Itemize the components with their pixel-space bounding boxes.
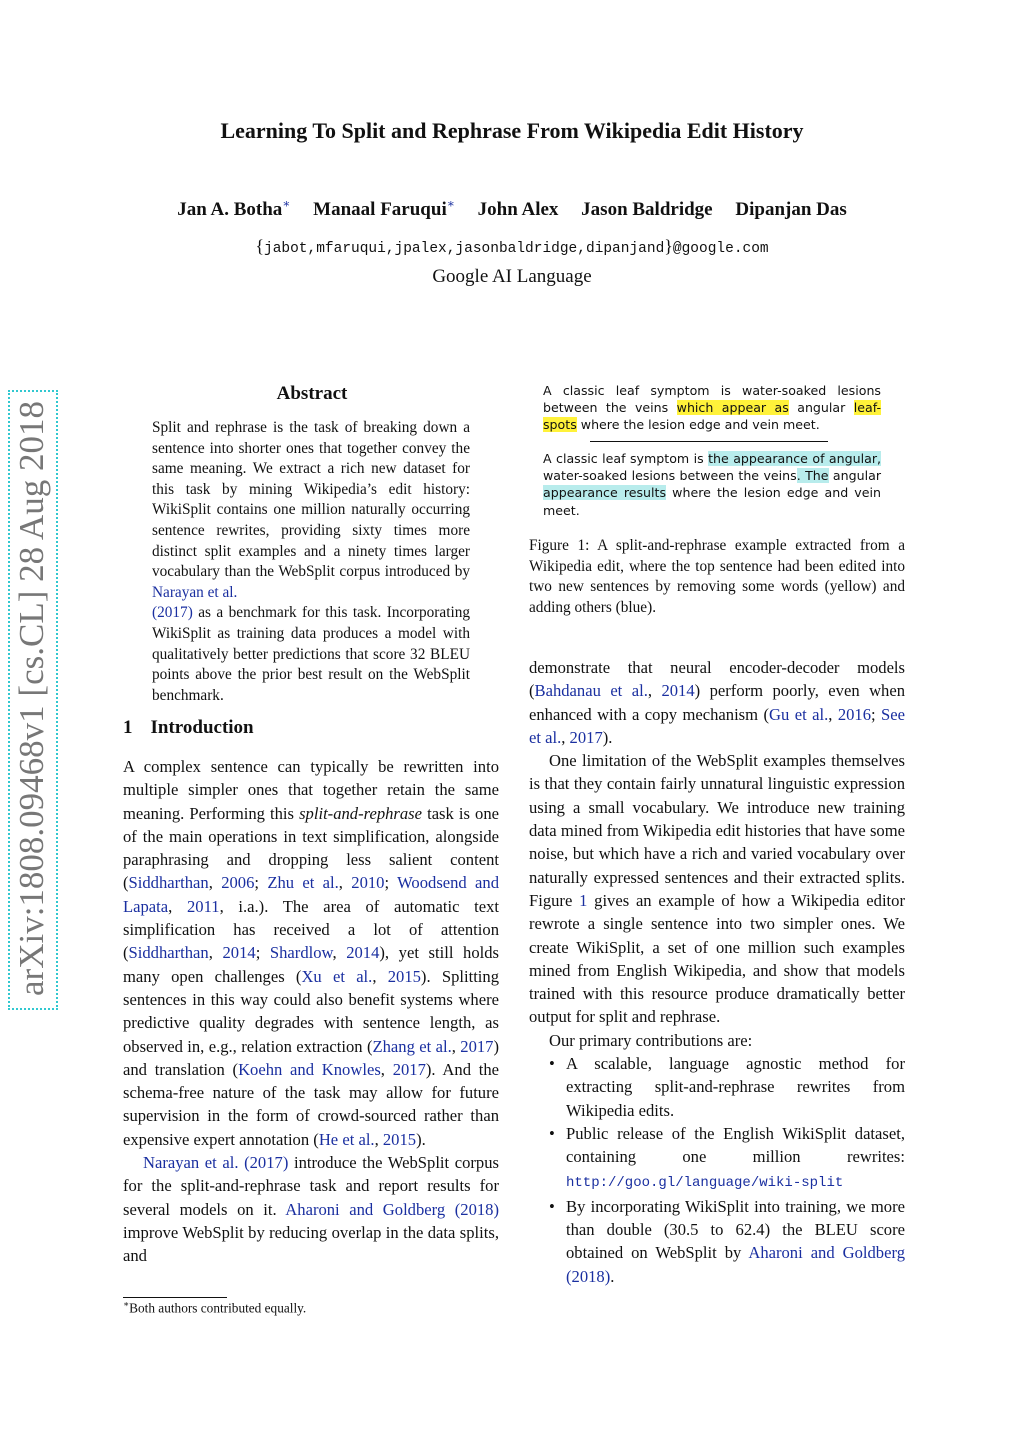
- citation-link[interactable]: Woodsend and Lapata: [123, 873, 500, 916]
- citation-link[interactable]: 2016: [837, 704, 871, 724]
- citation-link[interactable]: Shardlow: [269, 943, 333, 963]
- author-5: Dipanjan Das: [735, 199, 847, 221]
- footnote-rule: [123, 1297, 227, 1298]
- citation-link[interactable]: Xu et al.: [301, 966, 373, 986]
- citation-link[interactable]: 2017: [569, 727, 603, 747]
- citation-link[interactable]: Aharoni and Goldberg: [748, 1243, 905, 1263]
- contributions-intro: Our primary contributions are:: [549, 1030, 753, 1050]
- figure-rewritten-sentence: A classic leaf symptom is the appearance of angular, water-soaked lesions between the veins. The angular appearance results where the lesion edge and vein meet.: [543, 451, 882, 518]
- list-item: • A scalable, language agnostic method for extracting split-and-rephrase rewrites from Wikipedia edits.: [549, 1054, 905, 1120]
- citation-link[interactable]: He et al.: [318, 1129, 375, 1149]
- bullet-icon: •: [549, 1054, 555, 1074]
- equal-contribution-mark[interactable]: ∗: [446, 197, 455, 211]
- abstract-heading: Abstract: [276, 383, 348, 404]
- citation-link[interactable]: Narayan et al.: [152, 583, 238, 601]
- added-words-highlight: . The: [796, 468, 829, 484]
- added-words-highlight: appearance results: [543, 485, 667, 501]
- citation-link[interactable]: (2017): [152, 604, 193, 622]
- intro-paragraph-2: Narayan et al. (2017) introduce the WebSplit corpus for the split-and-rephrase task and report results for several models on it. Aharoni and Goldberg (2018) improve WebSplit by reducing overlap in the data splits, and: [123, 1153, 500, 1266]
- citation-link[interactable]: 2006: [221, 873, 255, 893]
- equal-contribution-mark[interactable]: ∗: [282, 197, 291, 211]
- citation-link[interactable]: 2014: [222, 943, 256, 963]
- section-heading-introduction: 1 Introduction: [123, 717, 254, 738]
- citation-link[interactable]: See et al.: [529, 704, 906, 747]
- author-1: Jan A. Botha∗: [177, 197, 291, 221]
- citation-link[interactable]: Narayan et al.: [143, 1153, 239, 1173]
- citation-link[interactable]: Bahdanau et al.: [534, 681, 648, 701]
- citation-link[interactable]: Zhu et al.: [267, 873, 339, 893]
- figure-divider: [590, 441, 828, 442]
- citation-link[interactable]: Koehn and Knowles: [238, 1059, 381, 1079]
- citation-link[interactable]: 2014: [346, 943, 380, 963]
- author-list: [0, 197, 1024, 221]
- dataset-url-link[interactable]: http://goo.gl/language/wiki-split: [566, 1174, 844, 1191]
- right-column-body: [529, 656, 905, 1288]
- citation-link[interactable]: 2011: [186, 896, 220, 916]
- citation-link[interactable]: Siddharthan: [128, 873, 209, 893]
- author-4: Jason Baldridge: [581, 199, 713, 221]
- citation-link[interactable]: 2015: [387, 966, 421, 986]
- paper-title: Learning To Split and Rephrase From Wikipedia Edit History: [220, 118, 804, 143]
- author-2: Manaal Faruqui∗: [313, 197, 455, 221]
- bullet-icon: •: [549, 1196, 555, 1216]
- removed-words-highlight: leaf-spots: [543, 400, 881, 433]
- citation-link[interactable]: 2014: [661, 681, 695, 701]
- citation-link[interactable]: 2015: [382, 1129, 417, 1149]
- left-column-body: [123, 755, 499, 1268]
- right-paragraph-1: demonstrate that neural encoder-decoder models (Bahdanau et al., 2014) perform poorly, even when enhanced with a copy mechanism (Gu et al., 2016; See et al., 2017).: [529, 658, 906, 747]
- author-emails: {jabot,mfaruqui,jpalex,jasonbaldridge,dipanjand}@google.com: [255, 236, 769, 257]
- citation-link[interactable]: 2017: [460, 1036, 494, 1056]
- list-item: • By incorporating WikiSplit into training, we more than double (30.5 to 62.4) the BLEU score obtained on WebSplit by Aharoni and Goldberg (2018).: [549, 1196, 905, 1286]
- citation-link[interactable]: (2018): [566, 1266, 611, 1286]
- citation-link[interactable]: Zhang et al.: [372, 1036, 452, 1056]
- right-paragraph-2: One limitation of the WebSplit examples themselves is that they contain fairly unnatural linguistic expression using a small vocabulary. We introduce new training data mined from Wikipedia edit histories that have some noise, but which have a rich and varied vocabulary over naturally expressed sentences and their extracted splits. Figure 1 gives an example of how a Wikipedia editor rewrote a single sentence into two simpler ones. We create WikiSplit, a set of one million such examples mined from English Wikipedia, and show that models trained with this resource produce dramatically better output for split and rephrase.: [529, 751, 905, 1027]
- author-3: John Alex: [477, 199, 559, 221]
- figure-reference-link[interactable]: 1: [579, 890, 588, 910]
- citation-link[interactable]: 2017: [392, 1059, 426, 1079]
- figure-caption: Figure 1: A split-and-rephrase example extracted from a Wikipedia edit, where the top sentence had been edited into two new sentences by removing some words (yellow) and adding others (blue).: [529, 537, 905, 616]
- contributions-list: [529, 1052, 905, 1288]
- footnote: ∗Both authors contributed equally.: [123, 1299, 307, 1316]
- citation-link[interactable]: (2018): [454, 1199, 500, 1219]
- abstract-body: Split and rephrase is the task of breaking down a sentence into shorter ones that together convey the same meaning. We extract a rich new dataset for this task by mining Wikipedia’s edit history: WikiSplit contains one million naturally occurring sentence rewrites, providing sixty times more distinct split examples and a ninety times larger vocabulary than the WebSplit corpus introduced by Narayan et al. (2017) as a benchmark for this task. Incorporating WikiSplit as training data produces a model with qualitatively better predictions that score 32 BLEU points above the prior best result on the WebSplit benchmark.: [152, 419, 470, 704]
- intro-paragraph-1: A complex sentence can typically be rewritten into multiple simpler ones that together retain the same meaning. Performing this split-and-rephrase task is one of the main operations in text simplification, alongside paraphrasing and dropping less salient content (Siddharthan, 2006; Zhu et al., 2010; Woodsend and Lapata, 2011, i.a.). The area of automatic text simplification has received a lot of attention (Siddharthan, 2014; Shardlow, 2014), yet still holds many open challenges (Xu et al., 2015). Splitting sentences in this way could also benefit systems where predictive quality degrades with sentence length, as observed in, e.g., relation extraction (Zhang et al., 2017) and translation (Koehn and Knowles, 2017). And the schema-free nature of the task may allow for future supervision in the form of crowd-sourced rather than expensive expert annotation (He et al., 2015).: [123, 757, 500, 1149]
- citation-link[interactable]: (2017): [244, 1153, 289, 1173]
- removed-words-highlight: which appear as: [676, 400, 789, 416]
- bullet-icon: •: [549, 1123, 555, 1143]
- citation-link[interactable]: 2010: [351, 873, 385, 893]
- arxiv-stamp: arXiv:1808.09468v1 [cs.CL] 28 Aug 2018: [8, 390, 58, 1010]
- citation-link[interactable]: Siddharthan: [128, 943, 209, 963]
- citation-link[interactable]: Aharoni and Goldberg: [285, 1199, 446, 1219]
- affiliation: Google AI Language: [432, 266, 592, 287]
- added-words-highlight: the appearance of angular,: [708, 451, 882, 466]
- figure-original-sentence: A classic leaf symptom is water-soaked lesions between the veins which appear as angular leaf-spots where the lesion edge and vein meet.: [543, 383, 881, 433]
- citation-link[interactable]: Gu et al.: [769, 704, 829, 724]
- list-item: • Public release of the English WikiSplit dataset, containing one million rewrites: http://goo.gl/language/wiki-split: [549, 1123, 905, 1191]
